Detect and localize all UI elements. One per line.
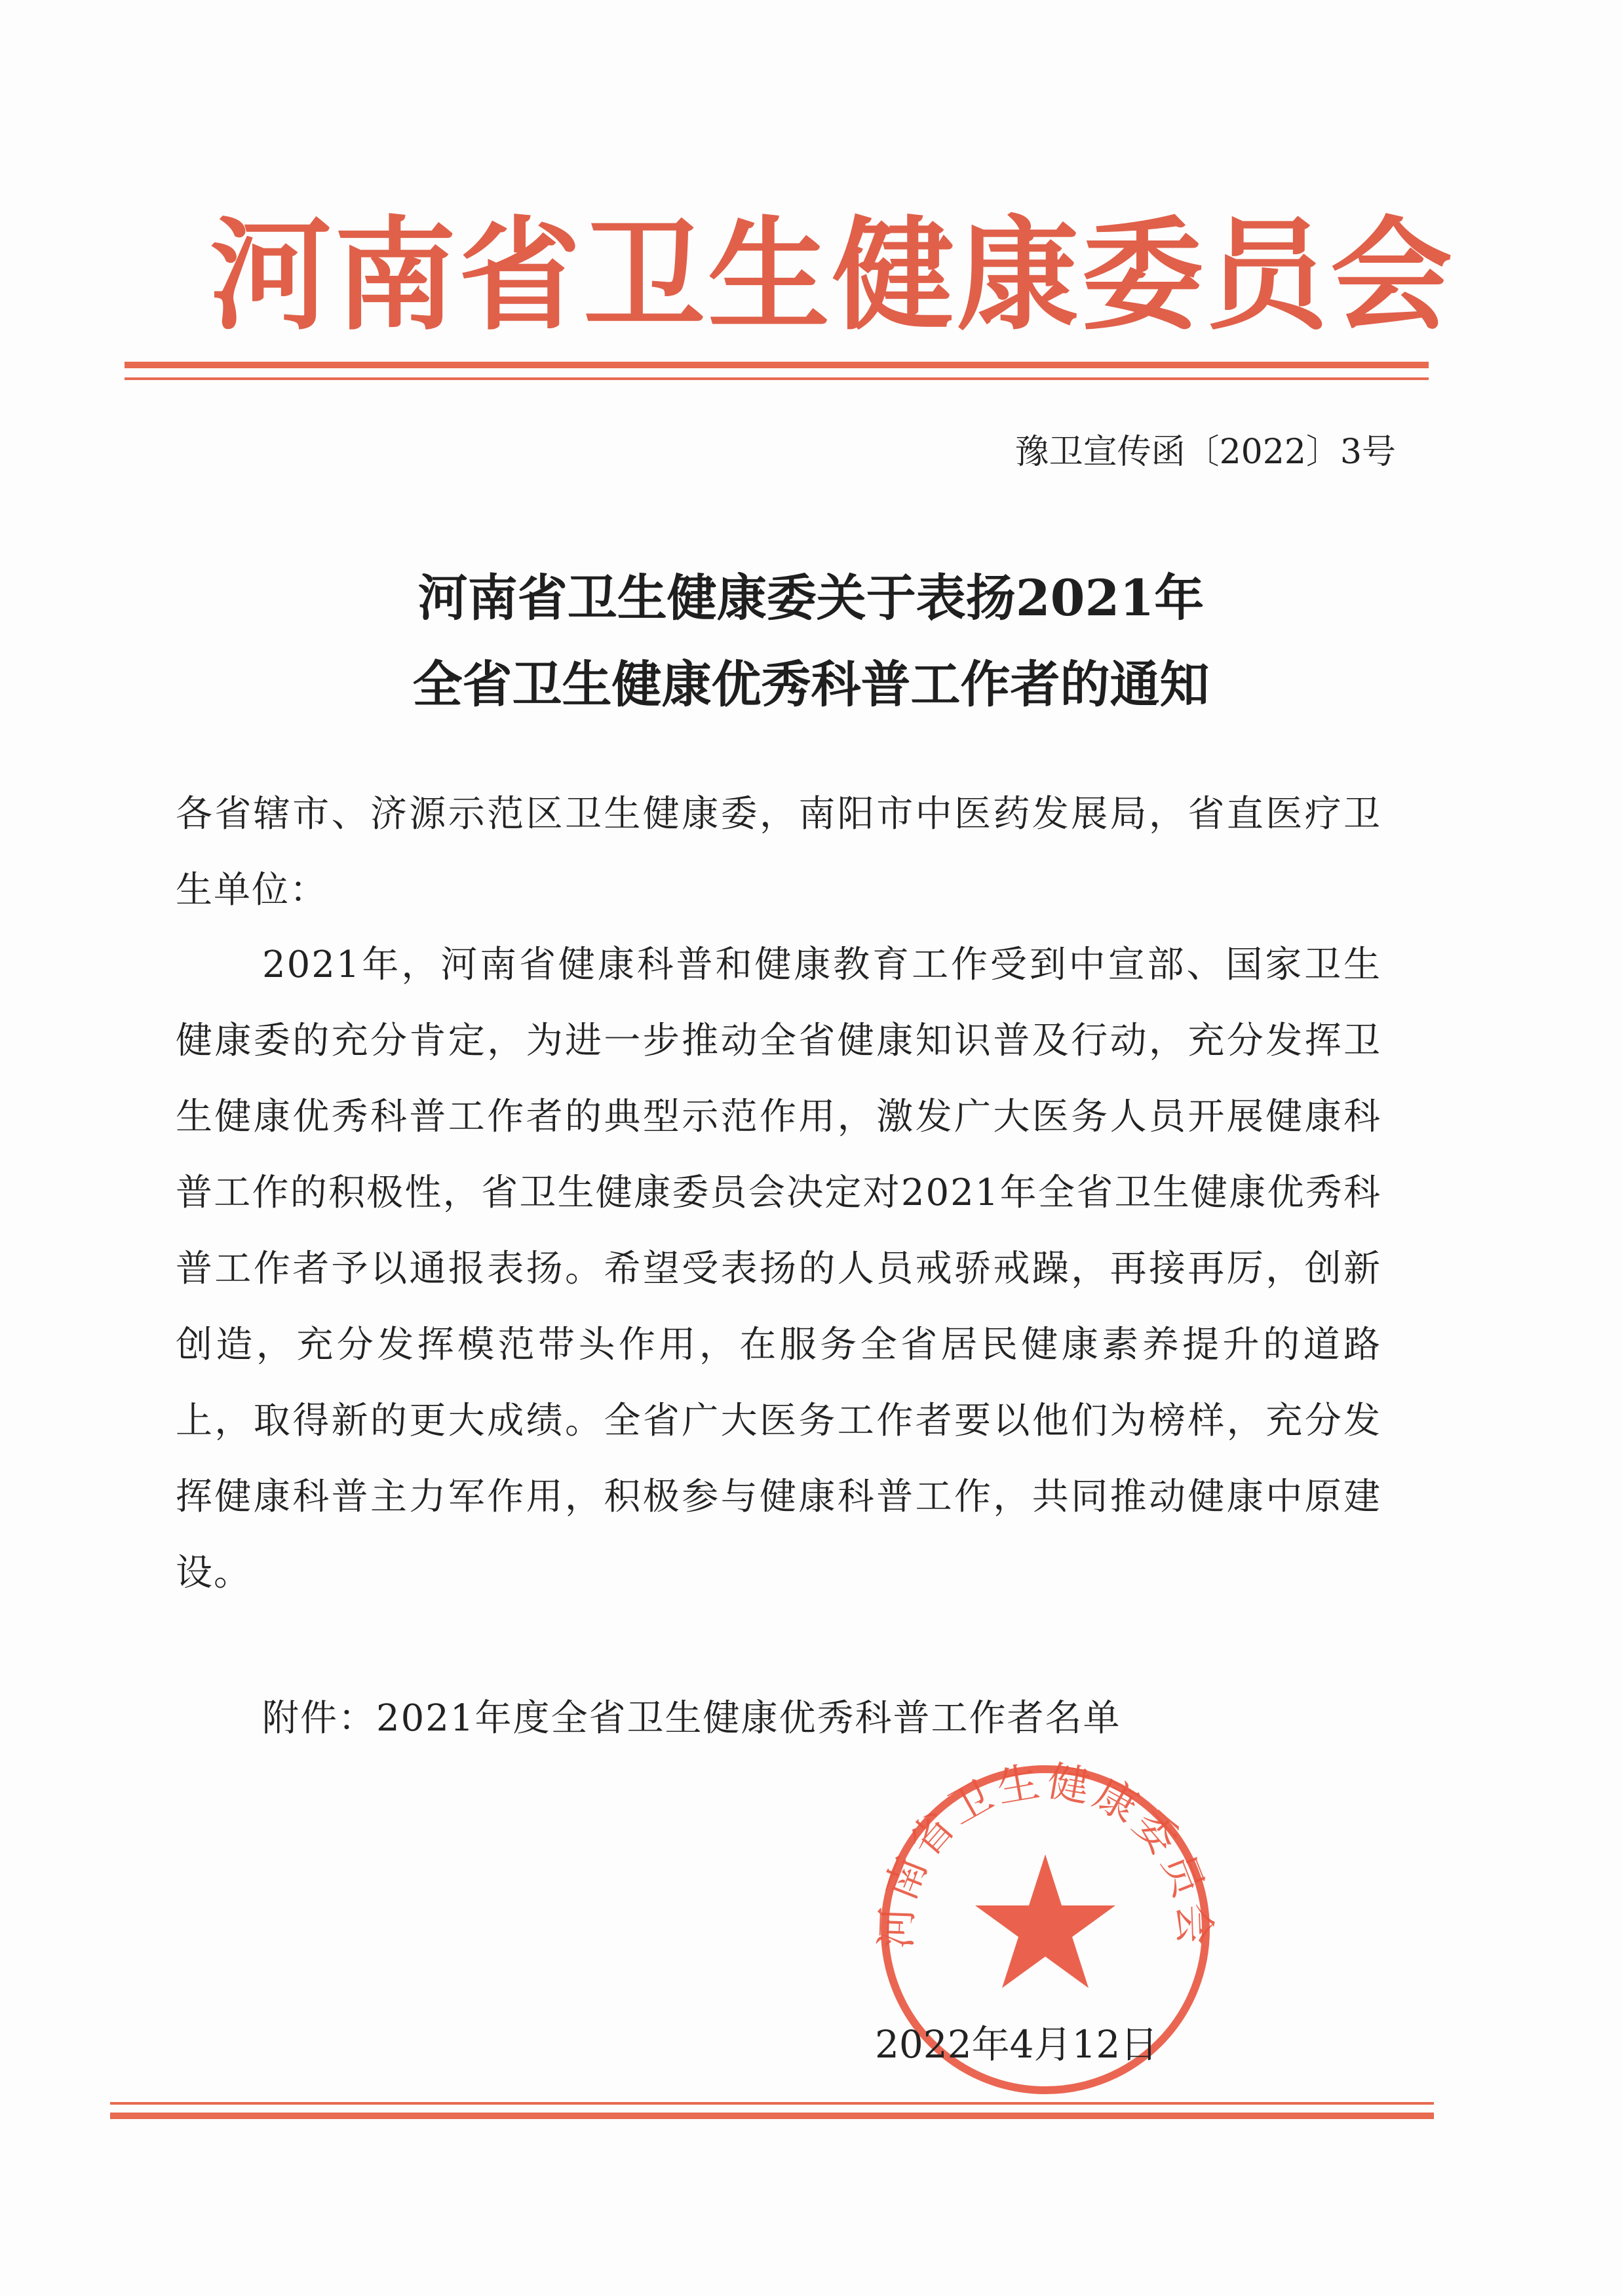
attachment-note: 附件：2021年度全省卫生健康优秀科普工作者名单 (262, 1697, 1121, 1740)
issue-date: 2022年4月12日 (875, 2022, 1159, 2067)
issuer-masthead: 河南省卫生健康委员会 (210, 203, 1456, 347)
addressee: 各省辖市、济源示范区卫生健康委，南阳市中医药发展局，省直医疗卫生单位： (176, 793, 1381, 911)
footer-red-rule-thin (110, 2102, 1434, 2105)
document-number: 豫卫宣传函〔2022〕3号 (1014, 432, 1396, 472)
seal-text: 河南省卫生健康委员会 (872, 1757, 1219, 1950)
document-title-line-1: 河南省卫生健康委关于表扬2021年 (417, 569, 1205, 627)
header-red-rule-thick (125, 362, 1429, 368)
header-red-rule-thin (125, 377, 1429, 380)
body-paragraph: 2021年，河南省健康科普和健康教育工作受到中宣部、国家卫生健康委的充分肯定，为进一步推动全省健康知识普及行动，充分发挥卫生健康优秀科普工作者的典型示范作用，激发广大医务人员开展健康科普工作的积极性，省卫生健康委员会决定对2021年全省卫生健康优秀科普工作者予以通报表扬。希望受表扬的人员戒骄戒躁，再接再厉，创新创造，充分发挥模范带头作用，在服务全省居民健康素养提升的道路上，取得新的更大成绩。全省广大医务工作者要以他们为榜样，充分发挥健康科普主力军作用，积极参与健康科普工作，共同推动健康中原建设。 (176, 944, 1381, 1594)
footer-red-rule-thick (110, 2113, 1434, 2119)
document-title-line-2: 全省卫生健康优秀科普工作者的通知 (412, 655, 1210, 714)
